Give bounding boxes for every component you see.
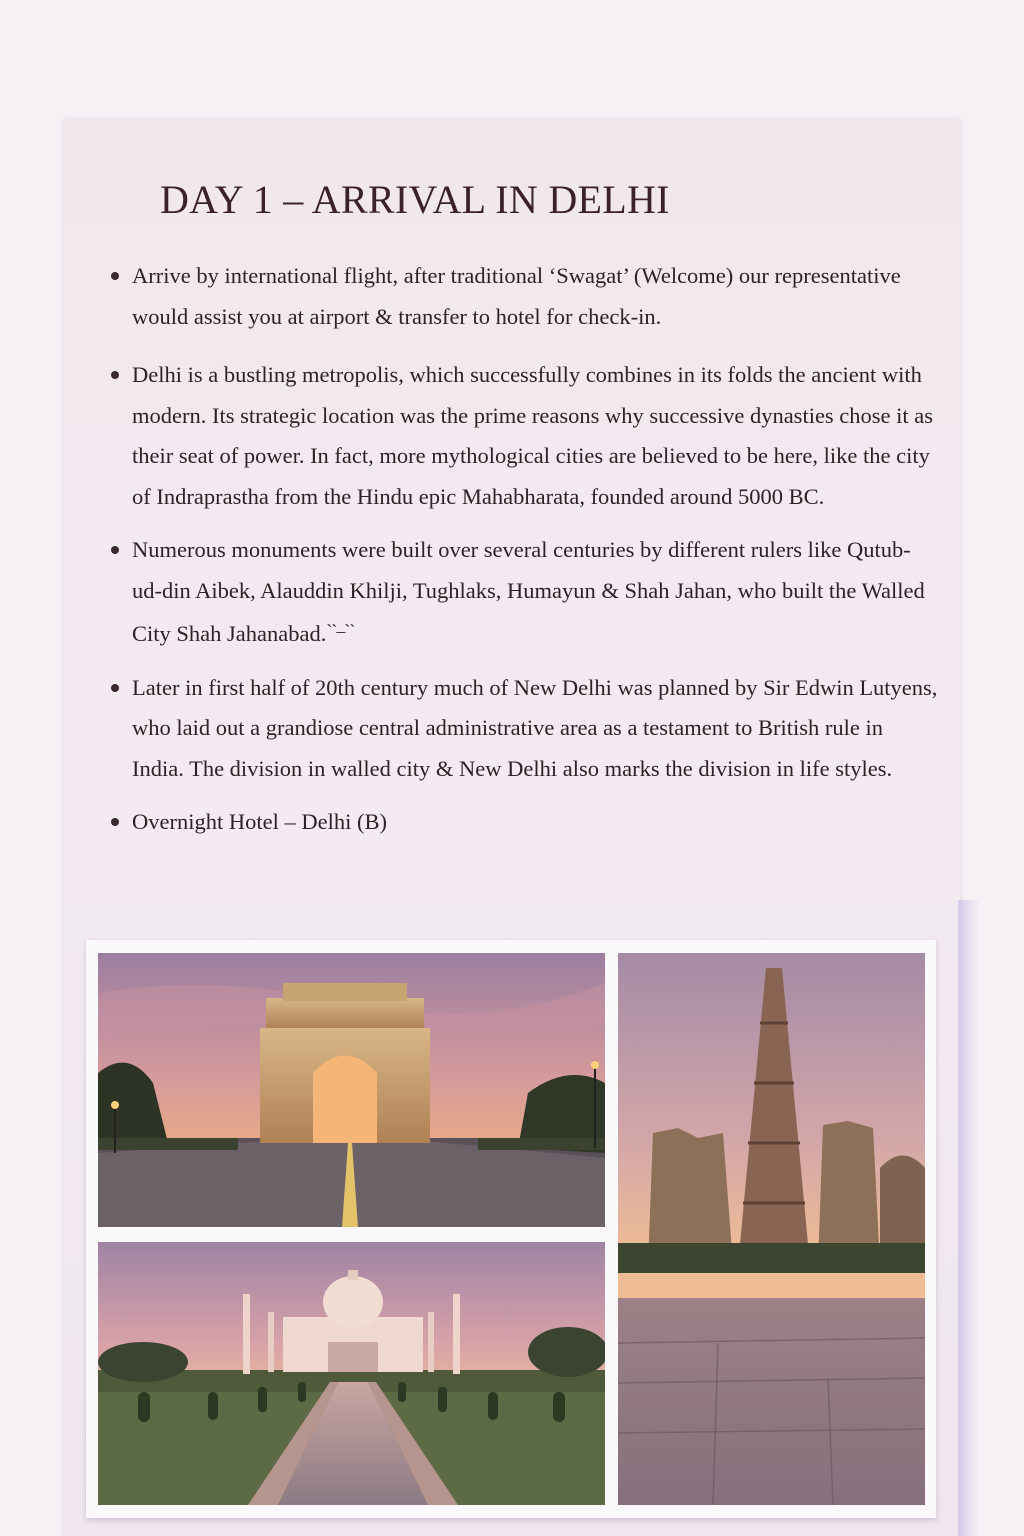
bullet-item [104,668,940,790]
photo-india-gate [98,953,605,1227]
bullet-text: Arrive by international flight, after traditional ‘Swagat’ (Welcome) our representative would assist you at airport & transfer to hotel for check-in. [132,263,901,329]
india-gate-illustration [260,983,430,1143]
bullet-dot [111,684,119,692]
photo-taj-mahal [98,1242,605,1505]
bullet-dot [111,272,119,280]
sheet-shadow [958,900,980,1536]
bullet-item [104,530,940,655]
bullet-item [104,802,940,843]
bullet-item [104,256,940,337]
bullet-dot [111,546,119,554]
bullet-text: Overnight Hotel – Delhi (B) [132,809,387,834]
bullet-text: Delhi is a bustling metropolis, which successfully combines in its folds the ancient with modern. Its strategic location was the prime reasons why successive dynasties chose it as their seat of power. In fact, more mythological cities are believed to be here, like the city of Indraprastha from the Hindu epic Mahabharata, founded around 5000 BC. [132,362,934,509]
itinerary-bullet-list [104,256,940,843]
bullet-item [104,355,940,517]
photo-qutub-minar [618,953,925,1505]
bullet-text: Numerous monuments were built over several centuries by different rulers like Qutub-ud-din Aibek, Alauddin Khilji, Tughlaks, Humayun & Shah Jahan, who built the Walled City Shah Jahanabad. [132,537,925,646]
bullet-text: Later in first half of 20th century much of New Delhi was planned by Sir Edwin Lutyens, who laid out a grandiose central administrative area as a testament to British rule in India. The division in walled city & New Delhi also marks the division in life styles. [132,674,938,781]
stray-mark: ``–`` [326,621,355,641]
page-title: DAY 1 – ARRIVAL IN DELHI [160,177,670,222]
bullet-dot [111,371,119,379]
bullet-dot [111,818,119,826]
